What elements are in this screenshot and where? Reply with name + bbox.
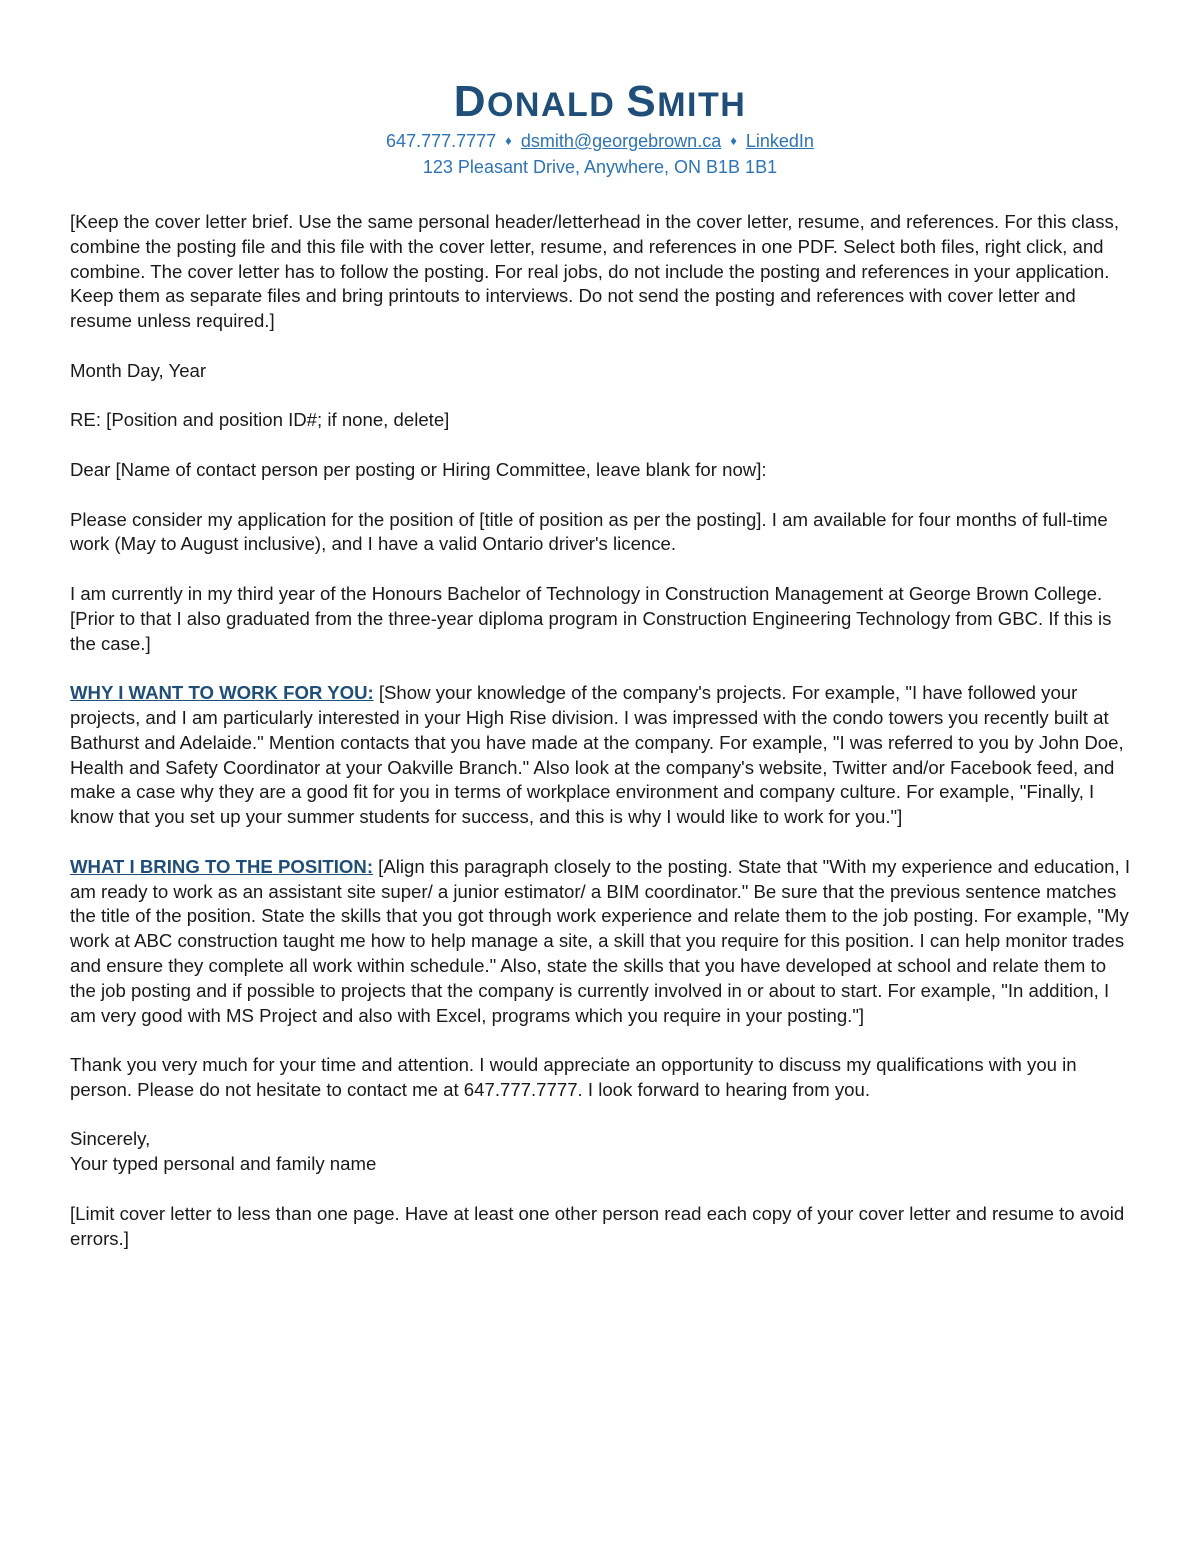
paragraph-why <box>70 681 1132 830</box>
separator-diamond: ♦ <box>505 133 512 148</box>
bring-colon: : <box>366 855 374 877</box>
final-note: [Limit cover letter to less than one page. Have at least one other person read each copy of your cover letter and resume to avoid errors.] <box>70 1202 1125 1249</box>
sign-off-block <box>70 1127 1132 1177</box>
paragraph-education: I am currently in my third year of the Honours Bachelor of Technology in Construction Management at George Brown College. [Prior to that I also graduated from the three-year diploma program in Construction Engineering Technology from GBC. If this is the case.] <box>70 582 1112 654</box>
letterhead <box>0 76 1200 180</box>
intro-note: [Keep the cover letter brief. Use the same personal header/letterhead in the cover letter, resume, and references. For this class, combine the posting file and this file with the cover letter, resume, and references in one PDF. Select both files, right click, and combine. The cover letter has to follow the posting. For real jobs, do not include the posting and references in your application. Keep them as separate files and bring printouts to interviews. Do not send the posting and references with cover letter and resume unless required.] <box>70 211 1120 332</box>
letter-date: Month Day, Year <box>70 359 207 381</box>
letter-body <box>70 210 1132 1276</box>
contact-line <box>0 128 1200 154</box>
name-last-rest: MITH <box>657 86 747 124</box>
address-line: 123 Pleasant Drive, Anywhere, ON B1B 1B1 <box>422 157 778 177</box>
signature-name: Your typed personal and family name <box>70 1153 377 1175</box>
why-heading: WHY I WANT TO WORK FOR YOU <box>70 682 368 704</box>
closing-paragraph: Thank you very much for your time and attention. I would appreciate an opportunity to discuss my qualifications with you in person. Please do not hesitate to contact me at 647.777.7777. I look forward to hearing from you. <box>70 1054 1077 1100</box>
name-last-initial: S <box>626 77 658 126</box>
applicant-name <box>0 76 1200 128</box>
name-first-initial: D <box>453 77 487 126</box>
linkedin-link[interactable]: LinkedIn <box>745 131 814 151</box>
paragraph-availability: Please consider my application for the position of [title of position as per the posting]. I am available for four months of full-time work (May to August inclusive), and I have a valid Ontario driver's licence. <box>70 508 1108 555</box>
bring-heading: WHAT I BRING TO THE POSITION <box>70 855 367 877</box>
phone-number: 647.777.7777 <box>386 131 497 151</box>
paragraph-bring <box>70 855 1132 1029</box>
re-line: RE: [Position and position ID#; if none, delete] <box>70 409 450 431</box>
why-colon: : <box>367 682 374 704</box>
bring-text: [Align this paragraph closely to the posting. State that "With my experience and education, I am ready to work as an assistant site super/ a junior estimator/ a BIM coordinator." Be sure that the previous sentence matches the title of the position. State the skills that you got through work experience and relate them to the job posting. For example, "My work at ABC construction taught me how to help manage a site, a skill that you require for this position. I can help monitor trades and ensure they complete all work within schedule." Also, state the skills that you have developed at school and relate them to the job posting and if possible to projects that the company is currently involved in or about to start. For example, "In addition, I am very good with MS Project and also with Excel, programs which you require in your posting."] <box>70 855 1130 1026</box>
separator-diamond: ♦ <box>730 133 737 148</box>
name-first-rest: ONALD <box>486 86 616 124</box>
sign-off: Sincerely, <box>70 1128 151 1150</box>
salutation: Dear [Name of contact person per posting or Hiring Committee, leave blank for now]: <box>70 458 767 480</box>
why-text: [Show your knowledge of the company's projects. For example, "I have followed your projects, and I am particularly interested in your High Rise division. I was impressed with the condo towers you recently built at Bathurst and Adelaide." Mention contacts that you have made at the company. For example, "I was referred to you by John Doe, Health and Safety Coordinator at your Oakville Branch." Also look at the company's website, Twitter and/or Facebook feed, and make a case why they are a good fit for you in terms of workplace environment and company culture. For example, "Finally, I know that you set up your summer students for success, and this is why I would like to work for you."] <box>70 682 1124 828</box>
email-link[interactable]: dsmith@georgebrown.ca <box>520 131 722 151</box>
